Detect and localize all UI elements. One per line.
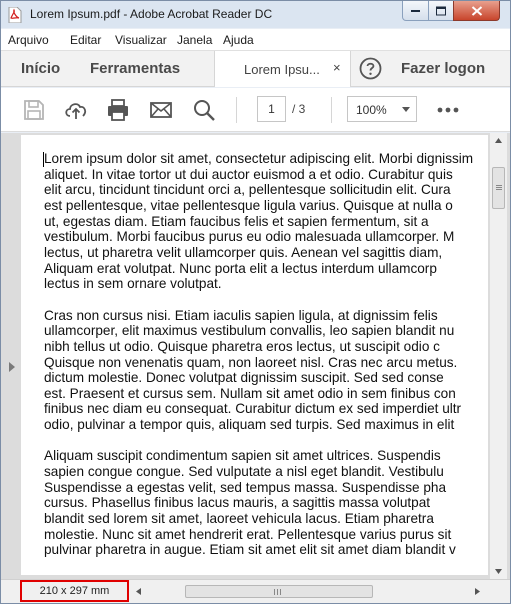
tab-home[interactable]: Início <box>21 60 61 77</box>
menu-visualizar[interactable]: Visualizar <box>115 33 167 47</box>
vertical-scrollbar[interactable] <box>490 133 507 579</box>
text-line: nibh tellus ut odio. Quisque pharetra eros lectus, ut suscipit odio c <box>44 338 440 354</box>
text-line: pulvinar pharetra in augue. Etiam sit amet elit sit amet diam blandit v <box>44 542 456 558</box>
text-line: vestibulum. Morbi faucibus purus eu odio malesuada ullamcorper. M <box>44 229 455 245</box>
page-text <box>44 151 488 574</box>
menu-bar <box>1 29 510 51</box>
vertical-scroll-thumb[interactable] <box>492 167 505 209</box>
scroll-left-arrow-icon[interactable] <box>136 588 141 595</box>
email-icon[interactable] <box>149 98 173 122</box>
window-title: Lorem Ipsum.pdf - Adobe Acrobat Reader DC <box>30 7 273 21</box>
menu-ajuda[interactable]: Ajuda <box>223 33 254 47</box>
toolbar-separator <box>331 97 332 123</box>
upload-cloud-icon[interactable] <box>64 98 88 122</box>
document-area <box>1 133 510 581</box>
text-line: est. Praesent et cursus sem. Nullam sit amet odio in sem finibus con <box>44 385 456 401</box>
text-line: aliquet. In vitae tortor ut dui auctor euismod a et odio. Curabitur quis <box>44 166 453 182</box>
status-bar <box>1 579 510 603</box>
text-line: Quisque non venenatis quam, non laoreet nisl. Cras nec arcu metus. <box>44 354 458 370</box>
chevron-down-icon <box>402 107 410 112</box>
horizontal-scroll-thumb[interactable] <box>185 585 373 598</box>
paragraph-1 <box>44 151 488 292</box>
close-icon <box>471 6 482 16</box>
tab-bar <box>1 51 510 87</box>
menu-janela[interactable]: Janela <box>177 33 213 47</box>
maximize-button[interactable] <box>428 1 454 21</box>
left-pane-toggle-icon[interactable] <box>9 362 15 372</box>
text-line: elit arcu, tincidunt tincidunt orci a, pellentesque sollicitudin elit. Cura <box>44 182 451 198</box>
text-line: ut, egestas diam. Etiam faucibus felis et sapien fermentum, sit a <box>44 213 429 229</box>
horizontal-scrollbar[interactable] <box>131 583 489 600</box>
save-icon[interactable] <box>22 98 46 122</box>
search-icon[interactable] <box>192 98 216 122</box>
paragraph-2 <box>44 308 488 433</box>
text-line: finibus nec diam eu consequat. Curabitur dictum ex sed imperdiet ultr <box>44 401 462 417</box>
print-icon[interactable] <box>106 98 130 122</box>
menu-arquivo[interactable]: Arquivo <box>8 33 49 47</box>
pdf-page[interactable] <box>21 135 488 575</box>
text-line: Lorem ipsum dolor sit amet, consectetur adipiscing elit. Morbi dignissim <box>44 151 474 166</box>
scroll-right-arrow-icon[interactable] <box>475 588 480 595</box>
page-size-indicator: 210 x 297 mm <box>20 580 129 602</box>
tab-close-button[interactable]: × <box>333 60 341 75</box>
menu-editar[interactable]: Editar <box>70 33 102 47</box>
paragraph-3 <box>44 448 488 558</box>
tab-tools[interactable]: Ferramentas <box>90 60 181 77</box>
toolbar <box>1 88 510 132</box>
more-icon[interactable] <box>437 106 459 114</box>
tab-document[interactable] <box>214 51 351 87</box>
minimize-button[interactable] <box>402 1 429 21</box>
text-line: odio, pulvinar a tempor quis, aliquam sed turpis. Sed maximus in elit <box>44 417 455 433</box>
sign-in-button[interactable]: Fazer logon <box>401 60 486 77</box>
tab-document-label: Lorem Ipsu... <box>244 62 320 77</box>
text-line: sapien congue congue. Sed vulputate a nisl eget blandit. Vestibulu <box>44 464 444 480</box>
text-line: dictum molestie. Donec volutpat dignissim suscipit. Sed sed conse <box>44 370 444 386</box>
text-line: blandit sed lorem sit amet, laoreet vehicula lacus. Etiam pharetra <box>44 511 434 527</box>
text-line: Cras non cursus nisi. Etiam iaculis sapien ligula, at dignissim felis <box>44 307 438 323</box>
help-icon[interactable] <box>359 57 382 80</box>
text-line: lectus, ut pharetra velit ullamcorper quis. Aenean vel sagittis diam, <box>44 244 443 260</box>
minimize-icon <box>411 9 421 13</box>
page-number-input[interactable]: 1 <box>257 96 286 122</box>
text-line: lectus in sem ornare volutpat. <box>44 276 222 292</box>
zoom-dropdown[interactable] <box>347 96 417 122</box>
page-total: / 3 <box>292 102 306 116</box>
text-line: est pellentesque, vitae pellentesque ligula varius. Quisque at nulla o <box>44 197 453 213</box>
maximize-icon <box>436 6 446 15</box>
close-window-button[interactable] <box>453 1 500 21</box>
title-bar[interactable] <box>1 1 510 28</box>
text-line: Aliquam suscipit condimentum sapien sit amet ultrices. Suspendis <box>44 448 441 464</box>
toolbar-separator <box>236 97 237 123</box>
text-line: Aliquam erat volutpat. Nunc porta elit a lectus interdum ullamcorp <box>44 260 437 276</box>
zoom-value: 100% <box>356 103 387 117</box>
scroll-down-arrow-icon[interactable] <box>495 569 502 574</box>
text-line: cursus. Phasellus finibus lacus mauris, a sagittis massa volutpat <box>44 495 431 511</box>
scroll-up-arrow-icon[interactable] <box>495 138 502 143</box>
text-line: Suspendisse a egestas velit, sed tempus massa. Suspendisse pha <box>44 479 447 495</box>
pdf-file-icon <box>8 7 22 23</box>
text-line: ullamcorper, elit maximus vestibulum convallis, leo sapien blandit nu <box>44 323 455 339</box>
text-line: molestie. Nunc sit amet hendrerit erat. Pellentesque varius purus sit <box>44 526 452 542</box>
